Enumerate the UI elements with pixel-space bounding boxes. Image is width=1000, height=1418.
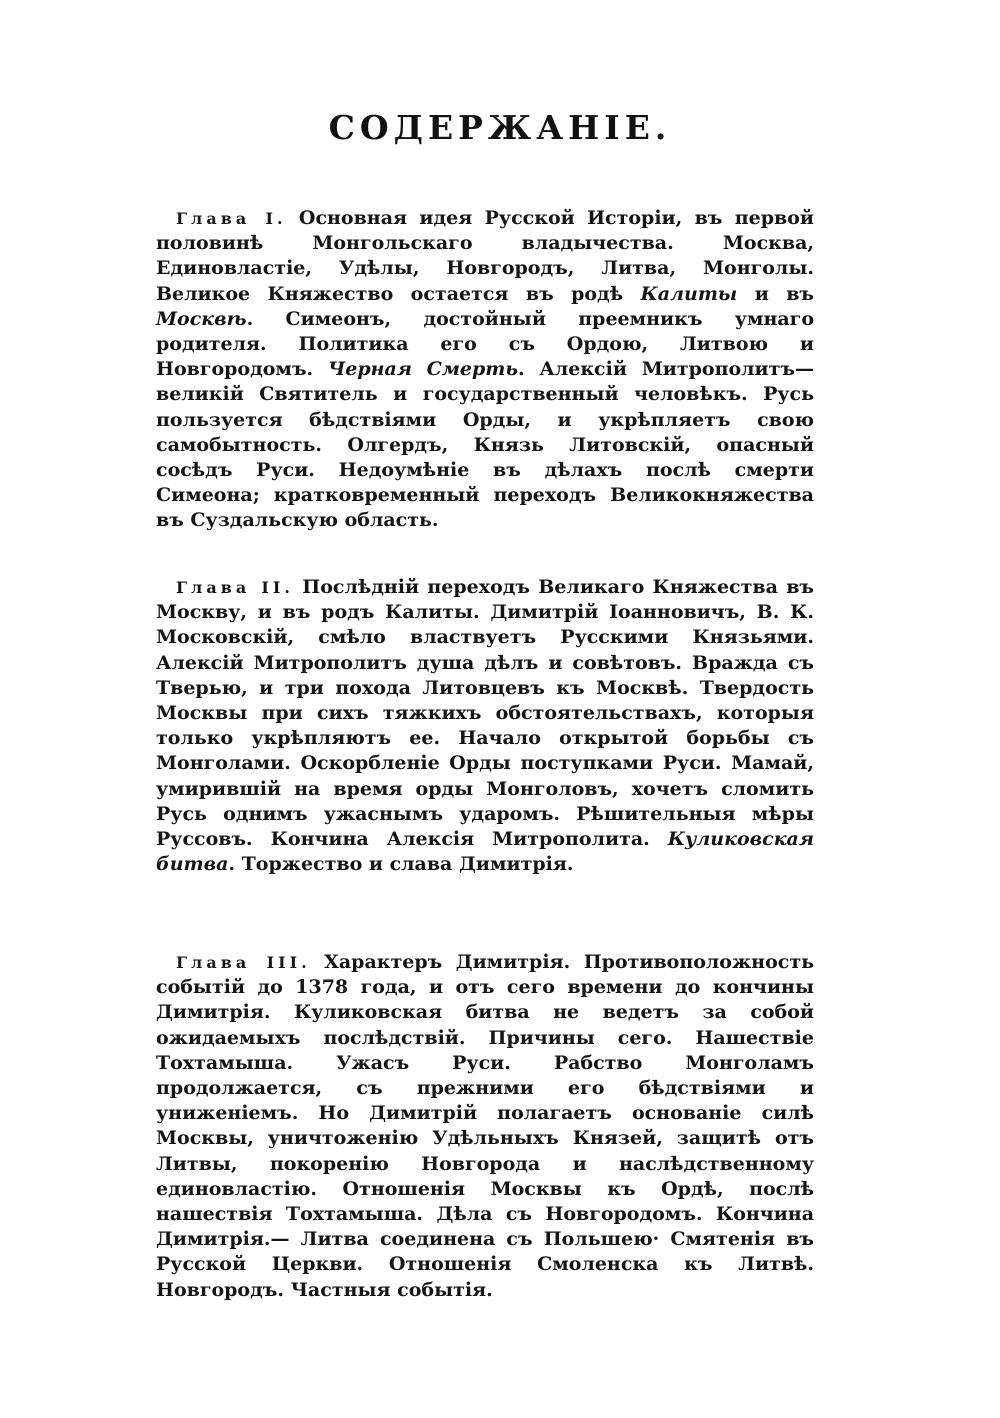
chapter-1-label: Глава I. [176,209,287,228]
chapter-text: Характеръ Димитрія. Противоположность событій до 1378 года, и отъ сего времени до кончины Димитрія. Куликовская битва не ведетъ за собой ожидаемыхъ послѣдствій. Причины сего. Нашествіе Тохтамыша. Ужасъ Руси. Рабство Монголамъ продолжается, съ прежними его бѣдствіями и униженіемъ. Но Димитрій полагаетъ основаніе силѣ Москвы, уничтоженію Удѣльныхъ Князей, защитѣ отъ Литвы, покоренію Новгорода и наслѣдственному единовластію. Отношенія Москвы къ Ордѣ, послѣ нашествія Тохтамыша. Дѣла съ Новгородомъ. Кончина Димитрія.— Литва соединена съ Польшею· Смятенія въ Русской Церкви. Отношенія Смоленска къ Литвѣ. Новгородъ. Частныя событія. [156,951,814,1301]
page-title: СОДЕРЖАНІЕ. [328,108,672,147]
chapter-text: Послѣдній переходъ Великаго Княжества въ Москву, и въ родъ Калиты. Димитрій Іоанновичъ, В. К. Московскій, смѣло властвуетъ Русскими Князьями. Алексій Митрополитъ душа дѣлъ и совѣтовъ. Вражда съ Тверью, и три похода Литовцевъ къ Москвѣ. Твердость Москвы при сихъ тяжкихъ обстоятельствахъ, которыя только укрѣпляютъ ее. Начало открытой борьбы съ Монголами. Оскорбленіе Орды поступками Руси. Мамай, умирившій на время орды Монголовъ, хочетъ сломить Русь однимъ ужаснымъ ударомъ. Рѣшительныя мѣры Руссовъ. Кончина Алексія Митрополита. [156,576,814,851]
chapter-text: . Алексій Митрополитъ—великій Святитель и государственный человѣкъ. Русь пользуется бѣдствіями Орды, и укрѣпляетъ свою самобытность. Олгердъ, Князь Литовскій, опасный сосѣдъ Руси. Недоумѣніе въ дѣлахъ послѣ смерти Симеона; кратковременный переходъ Великокняжества въ Суздальскую область. [156,358,814,532]
chapter-1-summary [156,206,814,534]
chapter-2-label: Глава II. [176,578,294,597]
chapter-text: Основная идея Русской Исторіи, въ первой половинѣ Монгольскаго владычества. Москва, Единовластіе, Удѣлы, Новгородъ, Литва, Монголы. Великое Княжество остается въ родѣ [156,207,814,305]
chapter-2-summary [156,575,814,877]
chapter-text: и въ [737,282,814,305]
chapter-3-summary [156,950,814,1303]
chapter-text: . Симеонъ, достойный преемникъ умнаго родителя. Политика его съ Ордою, Литвою и Новгородомъ. [156,307,814,381]
chapter-text-italic: Куликовская битва [156,828,814,876]
chapter-3-label: Глава III. [176,953,311,972]
chapter-text-italic: Калиты [640,282,738,305]
chapter-text-italic: Черная Смерть [327,358,518,381]
chapter-text-italic: Москвѣ [156,307,247,330]
chapter-text: . Торжество и слава Димитрія. [228,853,574,876]
